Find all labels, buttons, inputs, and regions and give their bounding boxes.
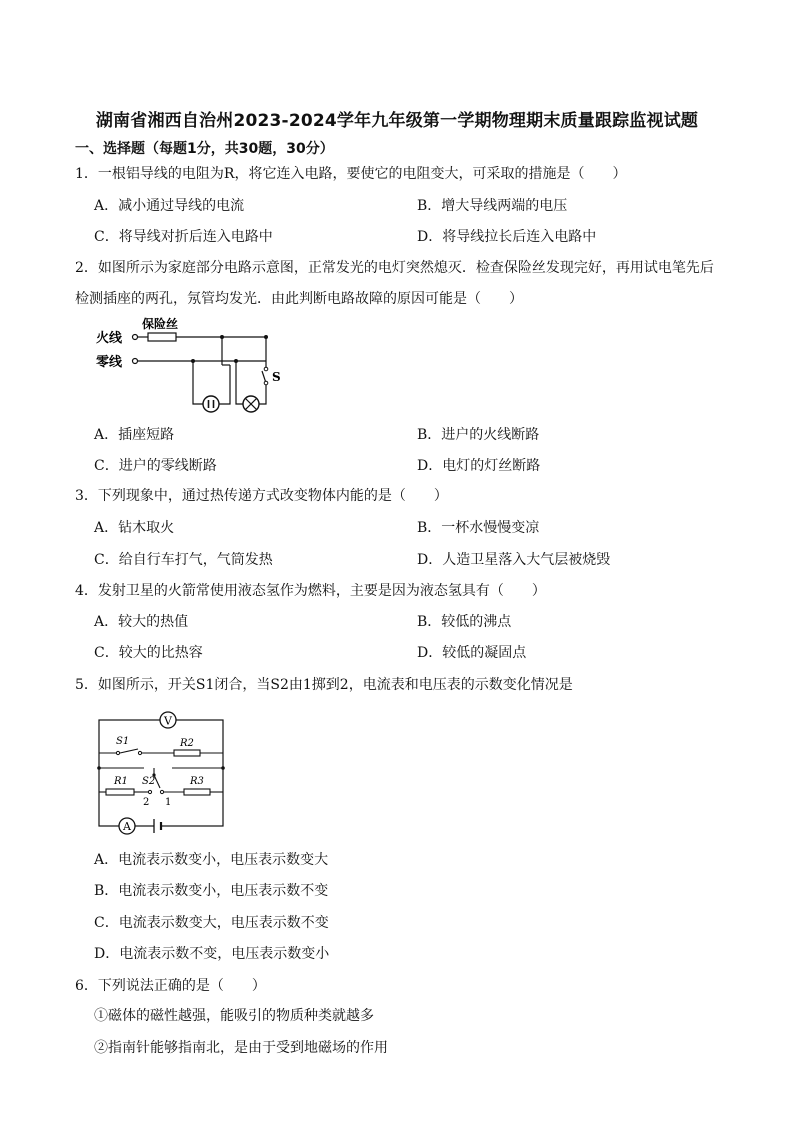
question-2-stem-line2: 检测插座的两孔，氖管均发光．由此判断电路故障的原因可能是（ ） — [75, 291, 523, 307]
q1-option-a: A．减小通过导线的电流 — [94, 198, 245, 214]
q1-option-c: C．将导线对折后连入电路中 — [94, 229, 273, 245]
q3-option-d: D．人造卫星落入大气层被烧毁 — [417, 552, 611, 568]
r2-resistor — [174, 750, 200, 756]
live-wire-label: 火线 — [96, 331, 123, 346]
pos2-label: 2 — [143, 797, 150, 808]
q2-option-b: B．进户的火线断路 — [417, 427, 540, 443]
household-circuit-figure — [96, 315, 286, 420]
r3-resistor — [184, 789, 210, 795]
question-2-stem-line1: 2．如图所示为家庭部分电路示意图，正常发光的电灯突然熄灭．检查保险丝发现完好，再用试电笔先后 — [75, 260, 714, 276]
fuse-label: 保险丝 — [142, 317, 179, 331]
q6-statement-2: ②指南针能够指南北，是由于受到地磁场的作用 — [94, 1040, 388, 1056]
s1-blade — [120, 749, 138, 753]
voltmeter-label: V — [164, 714, 172, 728]
section-heading: 一、选择题（每题1分，共30题，30分） — [75, 141, 334, 157]
pos1-label: 1 — [165, 797, 172, 808]
r3-label: R3 — [190, 776, 204, 787]
q4-option-c: C．较大的比热容 — [94, 645, 203, 661]
q3-option-a: A．钻木取火 — [94, 520, 175, 536]
q5-option-d: D．电流表示数不变，电压表示数变小 — [94, 946, 330, 962]
fuse — [148, 333, 176, 341]
q4-option-b: B．较低的沸点 — [417, 614, 512, 630]
q3-option-c: C．给自行车打气，气筒发热 — [94, 552, 273, 568]
switch-contact — [264, 381, 268, 385]
q1-option-d: D．将导线拉长后连入电路中 — [417, 229, 597, 245]
switch-label: S — [272, 370, 281, 384]
r1-label: R1 — [114, 776, 128, 787]
q6-statement-1: ①磁体的磁性越强，能吸引的物质种类就越多 — [94, 1008, 374, 1024]
s1-contact — [116, 751, 119, 754]
q4-option-d: D．较低的凝固点 — [417, 645, 527, 661]
q5-option-a: A．电流表示数变小，电压表示数变大 — [94, 852, 329, 868]
page-title: 湖南省湘西自治州2023-2024学年九年级第一学期物理期末质量跟踪监视试题 — [95, 111, 699, 131]
question-6-stem: 6．下列说法正确的是（ ） — [75, 978, 266, 994]
question-3-stem: 3．下列现象中，通过热传递方式改变物体内能的是（ ） — [75, 488, 448, 504]
socket-symbol — [203, 396, 219, 412]
switch-contact — [264, 367, 268, 371]
q2-option-a: A．插座短路 — [94, 427, 175, 443]
switch-circuit-figure — [94, 708, 228, 836]
q3-option-b: B．一杯水慢慢变凉 — [417, 520, 540, 536]
question-5-stem: 5．如图所示，开关S1闭合，当S2由1掷到2，电流表和电压表的示数变化情况是 — [75, 677, 573, 693]
neutral-wire-label: 零线 — [96, 355, 123, 370]
neutral-terminal — [133, 359, 138, 364]
q2-option-c: C．进户的零线断路 — [94, 458, 217, 474]
question-4-stem: 4．发射卫星的火箭常使用液态氢作为燃料，主要是因为液态氢具有（ ） — [75, 583, 546, 599]
live-terminal — [133, 335, 138, 340]
r2-label: R2 — [180, 738, 194, 749]
s1-label: S1 — [116, 736, 130, 747]
q1-option-b: B．增大导线两端的电压 — [417, 198, 568, 214]
q5-option-c: C．电流表示数变大，电压表示数不变 — [94, 915, 329, 931]
q5-option-b: B．电流表示数变小，电压表示数不变 — [94, 883, 329, 899]
s1-contact — [138, 751, 141, 754]
pos1-contact — [160, 790, 163, 793]
q4-option-a: A．较大的热值 — [94, 614, 189, 630]
r1-resistor — [106, 789, 134, 795]
question-1-stem: 1．一根铝导线的电阻为R，将它连入电路，要使它的电阻变大，可采取的措施是（ ） — [75, 166, 627, 182]
pos2-contact — [148, 790, 151, 793]
s2-label: S2 — [142, 776, 156, 787]
ammeter-label: A — [123, 820, 131, 833]
q2-option-d: D．电灯的灯丝断路 — [417, 458, 541, 474]
